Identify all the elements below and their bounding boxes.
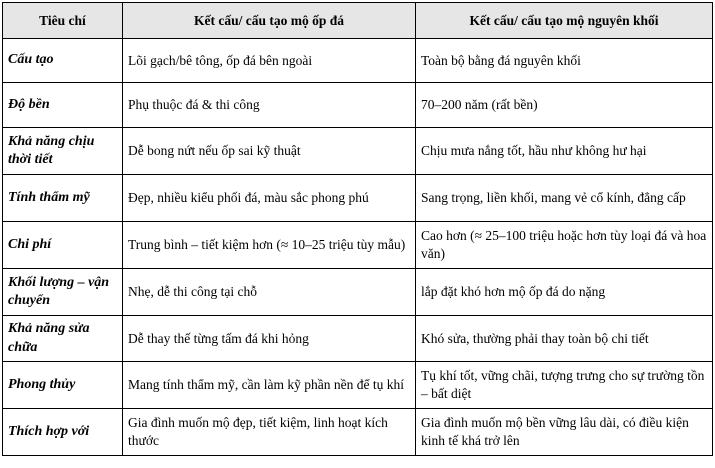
header-row <box>3 3 713 39</box>
header-clad-tomb: Kết cấu/ cấu tạo mộ ốp đá <box>123 3 416 39</box>
criterion-cell: Độ bền <box>3 83 123 128</box>
criterion-cell: Khả năng sửa chữa <box>3 316 123 362</box>
header-criterion: Tiêu chí <box>3 3 123 39</box>
criterion-cell: Khả năng chịu thời tiết <box>3 128 123 175</box>
clad-cell: Nhẹ, dễ thi công tại chỗ <box>123 269 416 316</box>
table-row <box>3 269 713 316</box>
table-row <box>3 222 713 269</box>
table-row <box>3 128 713 175</box>
clad-cell: Đẹp, nhiều kiểu phối đá, màu sắc phong phú <box>123 175 416 222</box>
table-row <box>3 175 713 222</box>
solid-cell: Khó sửa, thường phải thay toàn bộ chi tiết <box>416 316 713 362</box>
table-row <box>3 316 713 362</box>
solid-cell: 70–200 năm (rất bền) <box>416 83 713 128</box>
criterion-cell: Chi phí <box>3 222 123 269</box>
criterion-cell: Cấu tạo <box>3 39 123 83</box>
solid-cell: Chịu mưa nắng tốt, hầu như không hư hại <box>416 128 713 175</box>
criterion-cell: Phong thủy <box>3 362 123 409</box>
clad-cell: Dễ thay thế từng tấm đá khi hỏng <box>123 316 416 362</box>
comparison-table <box>2 2 713 456</box>
clad-cell: Phụ thuộc đá & thi công <box>123 83 416 128</box>
table-row <box>3 409 713 456</box>
table-row <box>3 83 713 128</box>
criterion-cell: Thích hợp với <box>3 409 123 456</box>
solid-cell: Cao hơn (≈ 25–100 triệu hoặc hơn tùy loại đá và hoa văn) <box>416 222 713 269</box>
header-solid-tomb: Kết cấu/ cấu tạo mộ nguyên khối <box>416 3 713 39</box>
clad-cell: Lõi gạch/bê tông, ốp đá bên ngoài <box>123 39 416 83</box>
solid-cell: Tụ khí tốt, vững chãi, tượng trưng cho sự trường tồn – bất diệt <box>416 362 713 409</box>
table-row <box>3 362 713 409</box>
clad-cell: Trung bình – tiết kiệm hơn (≈ 10–25 triệu tùy mẫu) <box>123 222 416 269</box>
solid-cell: lắp đặt khó hơn mộ ốp đá do nặng <box>416 269 713 316</box>
clad-cell: Dễ bong nứt nếu ốp sai kỹ thuật <box>123 128 416 175</box>
solid-cell: Toàn bộ bằng đá nguyên khối <box>416 39 713 83</box>
criterion-cell: Khối lượng – vận chuyển <box>3 269 123 316</box>
clad-cell: Mang tính thẩm mỹ, cần làm kỹ phần nền để tụ khí <box>123 362 416 409</box>
solid-cell: Sang trọng, liền khối, mang vẻ cổ kính, đẳng cấp <box>416 175 713 222</box>
criterion-cell: Tính thẩm mỹ <box>3 175 123 222</box>
table-row <box>3 39 713 83</box>
clad-cell: Gia đình muốn mộ đẹp, tiết kiệm, linh hoạt kích thước <box>123 409 416 456</box>
solid-cell: Gia đình muốn mộ bền vững lâu dài, có điều kiện kinh tế khá trở lên <box>416 409 713 456</box>
